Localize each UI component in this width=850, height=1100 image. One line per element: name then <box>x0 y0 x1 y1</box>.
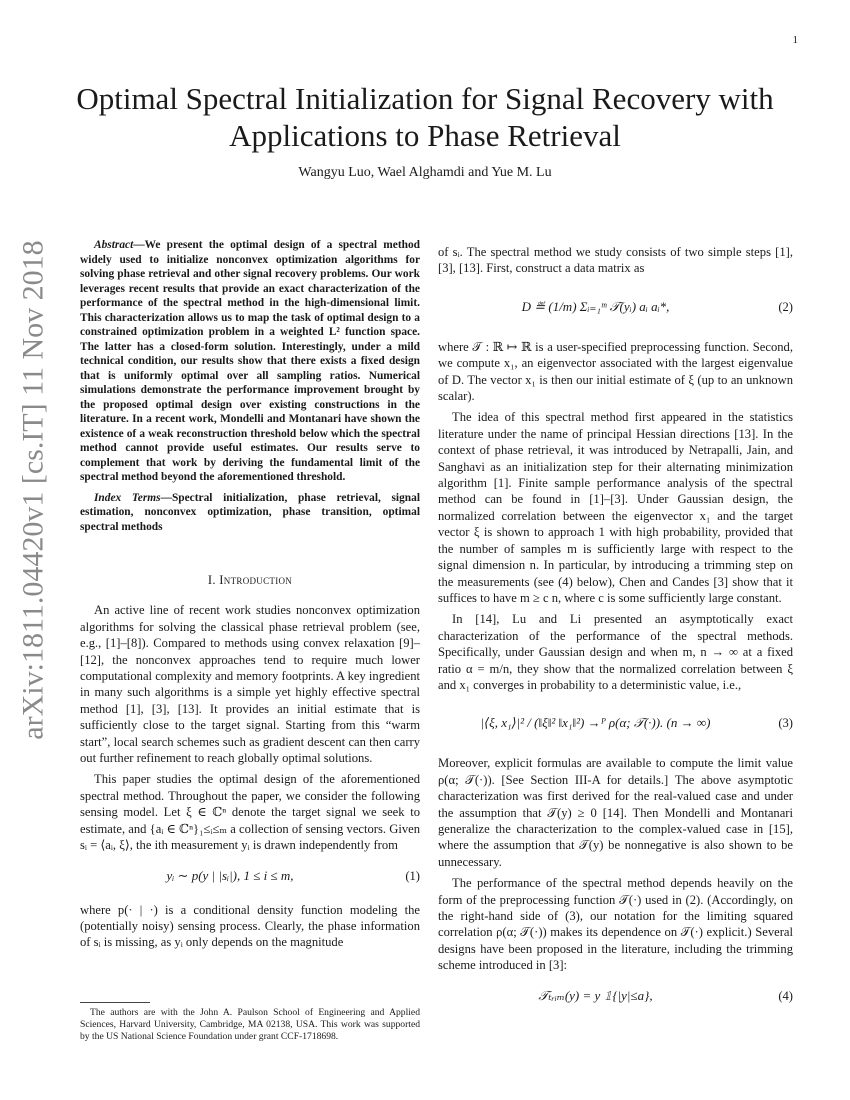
abstract-text: —We present the optimal design of a spectral method widely used to initialize nonconvex optimization algorithms for solving phase retrieval and other signal recovery problems. Our work leverages recent results that provide an exact characterization of the performance of the spectral method in the high-dimensional limit. This characterization allows us to map the task of optimal design to a constrained optimization problem in a weighted L² function space. The latter has a closed-form solution. Interestingly, under a mild technical condition, our results show that there exists a fixed design that is uniformly optimal over all sampling ratios. Numerical simulations demonstrate the performance improvement brought by the proposed optimal design over existing constructions in the literature. In a recent work, Mondelli and Montanari have shown the existence of a weak reconstruction threshold below which the spectral method cannot provide useful estimates. Our results serve to complement that work by deriving the fundamental limit of the spectral method beyond the aforementioned threshold. <box>80 239 420 483</box>
abstract-label: Abstract <box>94 239 134 251</box>
index-terms <box>80 491 420 535</box>
right-column <box>438 244 793 1022</box>
equation-1 <box>80 862 420 892</box>
paragraph: In [14], Lu and Li presented an asymptotically exact characterization of the performance of the spectral methods. Specifically, under Gaussian design and when m, n → ∞ at a fixed ratio α = m/n, they show that the normalized correlation between ξ and x₁ converges in probability to a deterministic value, i.e., <box>438 612 793 692</box>
equation-number: (2) <box>778 299 793 314</box>
footnote-rule <box>80 1002 150 1003</box>
equation-2 <box>438 285 793 329</box>
left-column <box>80 238 420 956</box>
paragraph: where p(· | ·) is a conditional density function modeling the (potentially noisy) sensing process. Clearly, the phase information of sᵢ is missing, as yᵢ only depends on the magnitude <box>80 902 420 950</box>
paragraph: Moreover, explicit formulas are available to compute the limit value ρ(α; 𝒯(·)). [See Section III-A for details.] The above asymptotic characterization was first derived for the real-valued case and under the assumption that 𝒯(y) ≥ 0 [14]. Then Mondelli and Montanari generalize the characterization to the complex-valued case in [15], where the assumption that 𝒯(y) be nonnegative is also shown to be unnecessary. <box>438 756 793 869</box>
paragraph: of sᵢ. The spectral method we study consists of two simple steps [1], [3], [13]. First, construct a data matrix as <box>438 245 793 276</box>
paragraph: This paper studies the optimal design of the aforementioned spectral method. Throughout the paper, we consider the following sensing model. Let ξ ∈ ℂⁿ denote the target signal we seek to estimate, and {aᵢ ∈ ℂⁿ}₁≤ᵢ≤ₘ a collection of sensing vectors. Given sᵢ = ⟨aᵢ, ξ⟩, the ith measurement yᵢ is drawn independently from <box>80 772 420 853</box>
paragraph: The performance of the spectral method depends heavily on the form of the preprocessing function 𝒯(·) used in (2). (Accordingly, on the right-hand side of (3), our notation for the limiting squared correlation ρ(α; 𝒯(·)) makes its dependence on 𝒯(·) explicit.) Several designs have been proposed in the literature, including the trimming scheme introduced in [3]: <box>438 876 793 973</box>
page-number: 1 <box>792 34 798 46</box>
equation-4 <box>438 982 793 1012</box>
equation-number: (3) <box>778 716 793 731</box>
abstract <box>80 238 420 485</box>
equation-number: (4) <box>778 988 793 1003</box>
equation-number: (1) <box>405 868 420 883</box>
section-heading-introduction: I. Introduction <box>207 573 293 587</box>
paragraph: The idea of this spectral method first appeared in the statistics literature under the name of principal Hessian directions [13]. In the context of phase retrieval, it was introduced by Netrapalli, Jain, and Sanghavi as an initialization step for their alternating minimization algorithm [1]. Finite sample performance analysis of the spectral method can be found in [1]–[3]. Under Gaussian design, the normalized correlation between the eigenvector x₁ and the target vector ξ is shown to approach 1 with high probability, provided that the number of samples m is sufficiently large with respect to the signal dimension n. In particular, by introducing a trimming step on the measurements (see (4) below), Chen and Candes [3] show that it suffices to have m ≥ c n, where c is some sufficiently large constant. <box>438 410 793 605</box>
paragraph: where 𝒯 : ℝ ↦ ℝ is a user-specified preprocessing function. Second, we compute x₁, an eigenvector associated with the largest eigenvalue of D. The vector x₁ is then our initial estimate of ξ (up to an unknown scalar). <box>438 339 793 404</box>
equation-3 <box>438 701 793 745</box>
arxiv-watermark <box>4 240 64 740</box>
equation-body: yᵢ ∼ p(y | |sᵢ|), 1 ≤ i ≤ m, <box>166 867 294 883</box>
index-terms-text: —Spectral initialization, phase retrieval, signal estimation, nonconvex optimization, phase transition, optimal spectral methods <box>80 491 420 533</box>
equation-body: 𝒯ₜᵣᵢₘ(y) = y 𝟙{|y|≤a}, <box>538 987 653 1003</box>
index-terms-label: Index Terms <box>94 491 161 504</box>
paper-authors: Wangyu Luo, Wael Alghamdi and Yue M. Lu <box>298 165 552 180</box>
equation-body: D ≝ (1/m) Σᵢ₌₁ᵐ 𝒯(yᵢ) aᵢ aᵢ*, <box>521 298 670 314</box>
paragraph: An active line of recent work studies nonconvex optimization algorithms for solving the classical phase retrieval problem (see, e.g., [1]–[8]). Compared to methods using convex relaxation [9]–[12], the nonconvex approaches tend to require much lower computational complexity and memory footprints. A key ingredient in many such algorithms is a simple yet highly effective spectral method [1], [3], [13]. It provides an initial estimate that is sufficiently close to the target signal. Starting from this “warm start”, local search schemes such as gradient descent can then carry out further refinement to reach globally optimal solutions. <box>80 603 420 766</box>
paper-title: Optimal Spectral Initialization for Signal Recovery with Applications to Phase Retrieval <box>76 81 774 153</box>
equation-body: |⟨ξ, x₁⟩|² / (‖ξ‖² ‖x₁‖²) →ᴾ ρ(α; 𝒯(·)). (n → ∞) <box>480 715 711 731</box>
footnote: The authors are with the John A. Paulson School of Engineering and Applied Sciences, Harvard University, Cambridge, MA 02138, USA. This work was supported by the US National Science Foundation under grant CCF-1718698. <box>80 1007 420 1042</box>
arxiv-id: arXiv:1811.04420v1 [cs.IT] 11 Nov 2018 <box>17 240 50 740</box>
